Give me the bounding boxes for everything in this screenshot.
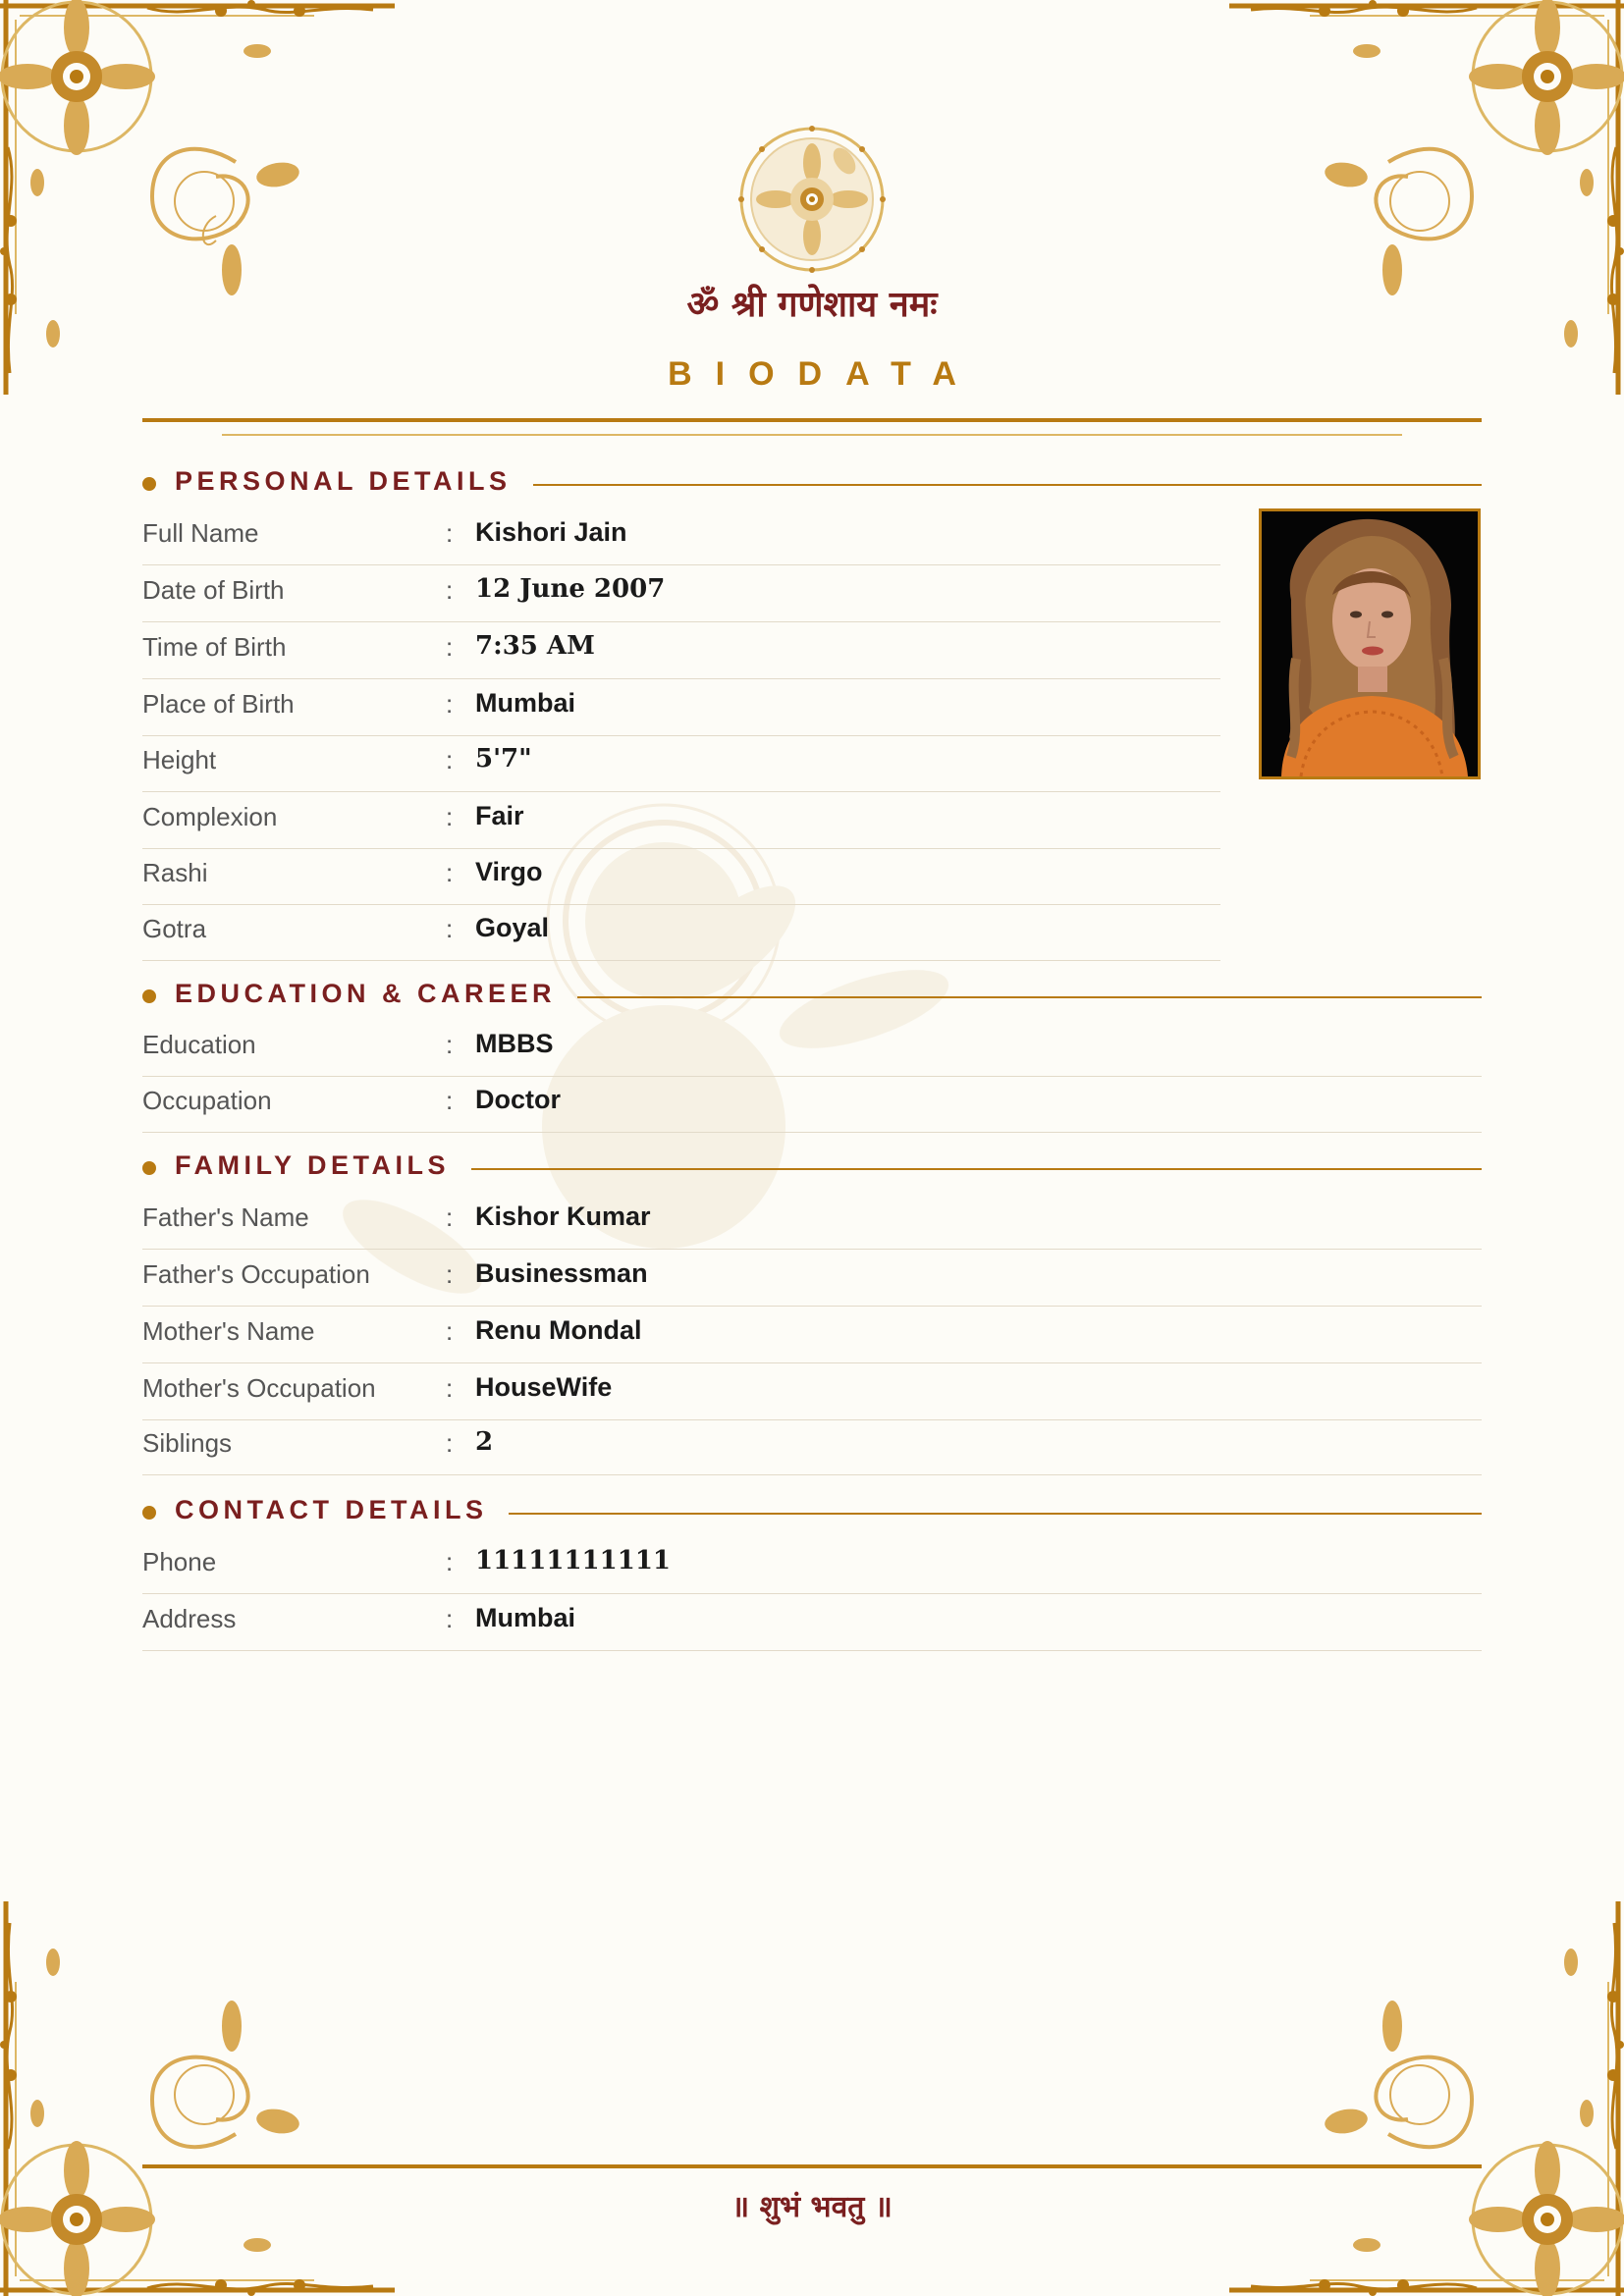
- field-label: Father's Occupation: [142, 1259, 370, 1289]
- field-value: 7:35 AM: [475, 631, 595, 661]
- field-separator: :: [446, 745, 454, 774]
- field-label: Date of Birth: [142, 575, 285, 605]
- section-title: FAMILY DETAILS: [175, 1149, 451, 1180]
- field-separator: :: [446, 1373, 454, 1403]
- field-label: Full Name: [142, 518, 259, 548]
- header-divider: [142, 418, 1482, 422]
- detail-row: [142, 1418, 1482, 1475]
- field-separator: :: [446, 914, 454, 943]
- detail-row: [142, 508, 1220, 565]
- detail-row: [142, 1537, 1482, 1594]
- detail-row: [142, 792, 1220, 849]
- field-value: 5'7": [475, 744, 532, 774]
- field-label: Mother's Name: [142, 1316, 315, 1346]
- field-separator: :: [446, 1316, 454, 1346]
- field-value: Goyal: [475, 913, 550, 942]
- footer-divider: [142, 2164, 1482, 2168]
- field-value: Mumbai: [475, 1603, 576, 1632]
- field-separator: :: [446, 632, 454, 662]
- section-header-personal: [142, 461, 1482, 501]
- field-label: Height: [142, 745, 217, 774]
- section-dot-icon: [142, 1161, 156, 1175]
- section-header-education: [142, 974, 1482, 1013]
- field-value: Virgo: [475, 857, 543, 886]
- detail-row: [142, 1076, 1482, 1133]
- field-value: Kishor Kumar: [475, 1201, 651, 1231]
- field-value: 12 June 2007: [475, 574, 666, 604]
- detail-row: [142, 1250, 1482, 1307]
- field-separator: :: [446, 1030, 454, 1059]
- section-title: EDUCATION & CAREER: [175, 978, 557, 1008]
- floral-corner-icon: [1221, 1894, 1624, 2296]
- field-separator: :: [446, 1202, 454, 1232]
- field-label: Gotra: [142, 914, 207, 943]
- field-label: Complexion: [142, 802, 278, 831]
- section-dot-icon: [142, 989, 156, 1003]
- field-value: HouseWife: [475, 1372, 613, 1402]
- detail-row: [142, 565, 1220, 622]
- section-rule: [509, 1513, 1482, 1515]
- section-header-contact: [142, 1490, 1482, 1529]
- invocation-text: ॐ श्री गणेशाय नमः: [686, 284, 938, 325]
- field-separator: :: [446, 1547, 454, 1576]
- field-separator: :: [446, 575, 454, 605]
- field-label: Mother's Occupation: [142, 1373, 376, 1403]
- field-value: Businessman: [475, 1258, 648, 1288]
- detail-row: [142, 1594, 1482, 1651]
- field-label: Rashi: [142, 858, 208, 887]
- field-value: Kishori Jain: [475, 517, 627, 547]
- field-separator: :: [446, 1428, 454, 1458]
- section-rule: [577, 996, 1482, 998]
- field-label: Address: [142, 1604, 237, 1633]
- field-separator: :: [446, 1259, 454, 1289]
- section-title: PERSONAL DETAILS: [175, 465, 512, 496]
- section-dot-icon: [142, 477, 156, 491]
- footer-blessing: ॥ शुभं भवतु ॥: [731, 2190, 893, 2224]
- detail-row: [142, 679, 1220, 736]
- detail-row: [142, 1193, 1482, 1250]
- profile-photo: [1259, 508, 1481, 779]
- detail-row: [142, 904, 1220, 961]
- detail-row: [142, 1020, 1482, 1077]
- field-separator: :: [446, 802, 454, 831]
- field-label: Education: [142, 1030, 256, 1059]
- field-value: Renu Mondal: [475, 1315, 642, 1345]
- header-divider-thin: [222, 434, 1402, 436]
- section-title: CONTACT DETAILS: [175, 1494, 488, 1524]
- field-separator: :: [446, 689, 454, 719]
- detail-row: [142, 622, 1220, 679]
- field-label: Place of Birth: [142, 689, 295, 719]
- field-separator: :: [446, 1604, 454, 1633]
- field-value: Doctor: [475, 1085, 561, 1114]
- field-label: Siblings: [142, 1428, 233, 1458]
- section-rule: [533, 484, 1482, 486]
- section-dot-icon: [142, 1506, 156, 1520]
- detail-row: [142, 735, 1220, 792]
- field-separator: :: [446, 1086, 454, 1115]
- field-value: Mumbai: [475, 688, 576, 718]
- section-header-family: [142, 1146, 1482, 1185]
- detail-row: [142, 848, 1220, 905]
- field-label: Father's Name: [142, 1202, 309, 1232]
- detail-row: [142, 1307, 1482, 1363]
- field-value: MBBS: [475, 1029, 554, 1058]
- detail-row: [142, 1363, 1482, 1420]
- field-label: Phone: [142, 1547, 217, 1576]
- field-value: 11111111111: [475, 1546, 671, 1575]
- mandala-emblem-icon: [738, 126, 886, 273]
- section-rule: [471, 1168, 1482, 1170]
- field-value: 2: [475, 1427, 494, 1457]
- field-label: Occupation: [142, 1086, 272, 1115]
- field-value: Fair: [475, 801, 524, 830]
- floral-corner-icon: [0, 1894, 403, 2296]
- page-title: BIODATA: [668, 355, 980, 393]
- field-separator: :: [446, 518, 454, 548]
- field-label: Time of Birth: [142, 632, 287, 662]
- floral-corner-icon: [0, 0, 403, 402]
- field-separator: :: [446, 858, 454, 887]
- floral-corner-icon: [1221, 0, 1624, 402]
